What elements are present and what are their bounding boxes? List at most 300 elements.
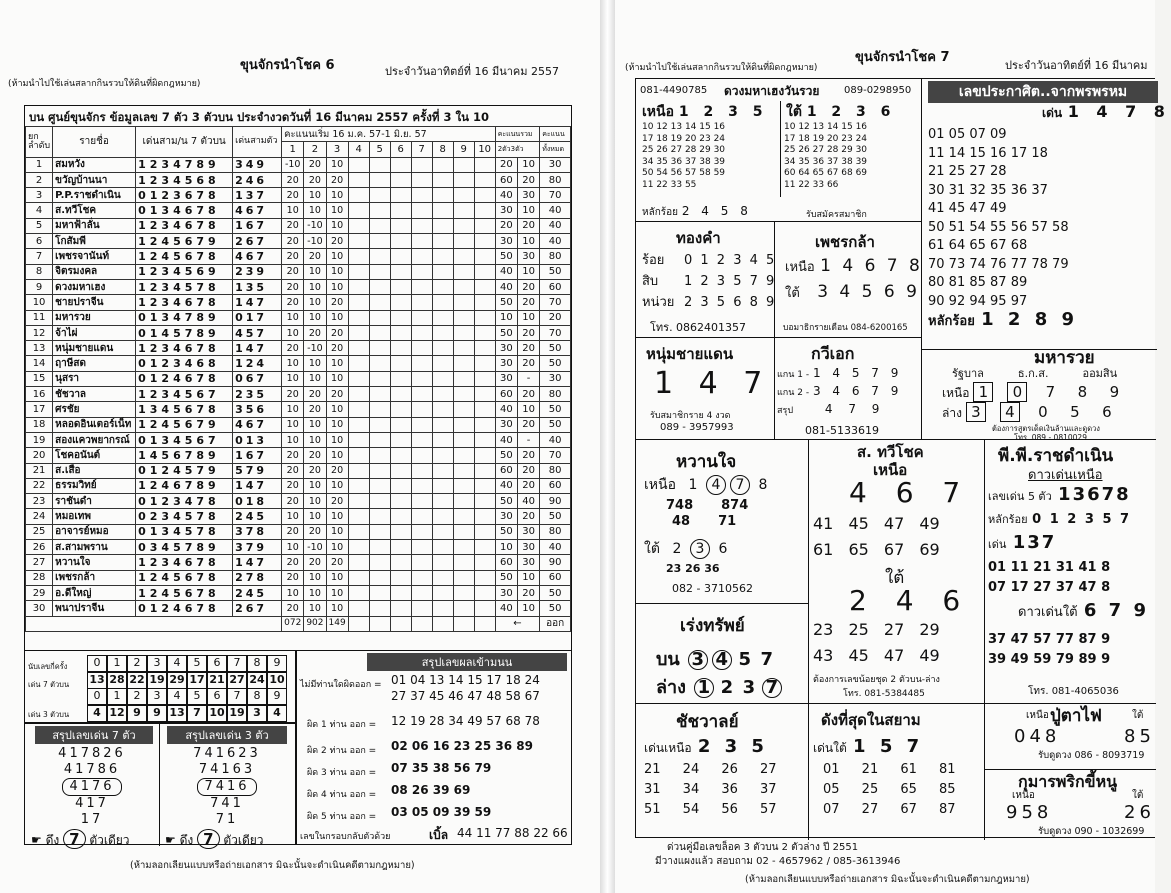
score-cell <box>432 203 453 218</box>
name-cell: ส.เสือ <box>53 463 136 478</box>
pp-rows-1: 01 11 21 31 41 8 07 17 27 37 47 8 <box>988 560 1111 595</box>
pukfai-south: 85 <box>1124 726 1155 747</box>
score-cell <box>453 555 474 570</box>
score-cell <box>411 234 432 249</box>
score-cell <box>348 570 369 585</box>
score-cell <box>453 218 474 233</box>
name-cell: อาจารย์หมอ <box>53 524 136 539</box>
score-cell <box>369 570 390 585</box>
score-col-num: 2 <box>304 142 326 157</box>
count-value: 4 <box>267 705 287 722</box>
miss-label: ไม่มีท่านใดผิดออก = <box>300 680 382 690</box>
score-cell: 10 <box>326 279 348 294</box>
score-cell <box>432 157 453 172</box>
score-cell: 20 <box>282 463 304 478</box>
score-cell: 20 <box>282 570 304 585</box>
score-cell <box>390 157 411 172</box>
total-cell: 40 <box>495 279 517 294</box>
total-cell: 50 <box>540 601 571 616</box>
name-cell: ราชันดำ <box>53 494 136 509</box>
hand-icon: ☛ <box>165 833 176 847</box>
name-cell: พนาปราจีน <box>53 601 136 616</box>
score-cell <box>432 463 453 478</box>
score-cell <box>453 356 474 371</box>
score-cell <box>474 601 495 616</box>
score-cell <box>411 494 432 509</box>
score-cell <box>453 494 474 509</box>
score-cell <box>432 234 453 249</box>
seven-digit-cell: 0124579 <box>136 463 233 478</box>
score-cell <box>348 387 369 402</box>
total-cell: 40 <box>495 402 517 417</box>
score-cell <box>411 325 432 340</box>
score-cell <box>390 279 411 294</box>
score-cell: -10 <box>282 157 304 172</box>
digit: 0 <box>1007 382 1027 402</box>
gold-row <box>642 250 776 271</box>
score-cell <box>474 540 495 555</box>
section-duang <box>636 79 921 221</box>
score-cell: 20 <box>282 188 304 203</box>
table-row <box>26 509 571 524</box>
col-7-header: เด่นสาม/น 7 ตัวบน <box>136 127 233 158</box>
pp-hundreds: หลักร้อย 0 1 2 3 5 7 <box>988 512 1132 527</box>
score-cell <box>474 417 495 432</box>
score-cell <box>390 509 411 524</box>
digit: 3 <box>690 539 710 559</box>
total-cell: 10 <box>517 402 539 417</box>
name-cell: โกสัมพี <box>53 234 136 249</box>
number-row: 01 05 07 09 <box>928 127 1007 142</box>
score-cell <box>432 494 453 509</box>
score-cell <box>474 203 495 218</box>
score-cell <box>411 478 432 493</box>
triangle-row: 17 <box>80 812 104 827</box>
gold-row-nums: 2 3 5 6 8 9 <box>684 295 777 310</box>
total-cell: 50 <box>540 356 571 371</box>
dang-rows <box>823 760 956 820</box>
score-table <box>25 126 571 632</box>
name-cell: จิตรมงคล <box>53 264 136 279</box>
table-row <box>26 387 571 402</box>
kumarn-north-label: เหนือ <box>1012 790 1035 801</box>
total-cell: 90 <box>540 555 571 570</box>
total-cell: 10 <box>495 310 517 325</box>
score-cell <box>390 402 411 417</box>
score-cell <box>369 234 390 249</box>
score-cell: 20 <box>326 387 348 402</box>
score-cell <box>474 585 495 600</box>
score-cell: 20 <box>326 234 348 249</box>
score-cell <box>411 341 432 356</box>
score-cell <box>432 310 453 325</box>
seven-digit-cell: 0124678 <box>136 371 233 386</box>
score-cell <box>369 371 390 386</box>
score-cell <box>453 417 474 432</box>
score-col-num: 1 <box>282 142 304 157</box>
total-cell: 30 <box>495 585 517 600</box>
rank-cell: 28 <box>26 570 53 585</box>
blank-cell <box>411 616 432 631</box>
rank-cell: 20 <box>26 448 53 463</box>
table-row <box>26 417 571 432</box>
number-row: 70 73 74 76 77 78 79 <box>928 256 1069 272</box>
score-cell <box>369 555 390 570</box>
score-cell <box>432 264 453 279</box>
total-cell: 90 <box>540 494 571 509</box>
seven-digit-cell: 1234678 <box>136 218 233 233</box>
score-cell: 10 <box>326 570 348 585</box>
score-cell: 10 <box>304 432 326 447</box>
miss-nums-1: 01 04 13 14 15 17 18 24 <box>391 673 540 687</box>
section-pp <box>984 439 1156 704</box>
score-cell <box>453 264 474 279</box>
total-cell: 70 <box>540 295 571 310</box>
digit: 1 <box>694 678 714 698</box>
three-digit-cell: 467 <box>233 249 282 264</box>
banner-title: เลขประกาศิต..จากพรพรหม <box>928 81 1158 103</box>
score-cell <box>348 555 369 570</box>
total-cell: 50 <box>540 341 571 356</box>
total-cell: 20 <box>517 325 539 340</box>
kumarn-north: 958 <box>1006 802 1053 823</box>
kawee-title: กวีเอก <box>811 344 855 363</box>
score-cell <box>390 494 411 509</box>
count-section <box>24 651 296 723</box>
score-cell: 10 <box>326 417 348 432</box>
total-cell: 50 <box>495 249 517 264</box>
count-value: 10 <box>267 672 287 689</box>
score-cell <box>474 371 495 386</box>
triangle-3 <box>160 746 294 828</box>
total-cell: 60 <box>495 172 517 187</box>
total-sum-cell: 072 <box>282 616 304 631</box>
col-sub1: 2ตัว3ตัว <box>495 142 540 157</box>
south-label: ใต้ 1 2 3 6 <box>786 104 896 120</box>
count-digit: 2 <box>127 688 147 705</box>
score-cell: 20 <box>282 295 304 310</box>
score-cell <box>369 218 390 233</box>
score-cell <box>369 387 390 402</box>
score-cell <box>453 310 474 325</box>
score-cell: 20 <box>304 402 326 417</box>
score-cell <box>432 188 453 203</box>
number-row: 61 64 65 67 68 <box>928 238 1028 253</box>
count-digit: 1 <box>107 655 127 672</box>
total-cell: 30 <box>517 188 539 203</box>
score-cell: -10 <box>304 234 326 249</box>
total-cell: 30 <box>495 341 517 356</box>
score-cell: 10 <box>282 540 304 555</box>
score-cell: 10 <box>304 509 326 524</box>
score-cell <box>474 402 495 417</box>
three-digit-cell: 124 <box>233 356 282 371</box>
tawee-south: 2 4 6 <box>849 584 971 617</box>
row-label: เหนือ <box>942 386 970 400</box>
score-cell <box>474 570 495 585</box>
three-digit-cell: 457 <box>233 325 282 340</box>
count-digit: 7 <box>227 688 247 705</box>
page-gutter <box>600 0 615 893</box>
count-digit: 3 <box>147 655 167 672</box>
score-cell: 20 <box>282 218 304 233</box>
south-grid <box>784 122 919 191</box>
pp-south: ดาวเด่นใต้ 6 7 9 <box>1018 600 1149 621</box>
banner-hundreds: หลักร้อย 1 2 8 9 <box>928 309 1079 330</box>
score-cell: 20 <box>282 249 304 264</box>
number-row: 50 51 54 55 56 57 58 <box>928 219 1069 235</box>
score-cell <box>369 494 390 509</box>
member-label: รับสมัครสมาชิก <box>806 210 867 220</box>
name-cell: ชายปราจีน <box>53 295 136 310</box>
score-cell: 20 <box>326 463 348 478</box>
score-cell <box>432 341 453 356</box>
score-cell: 20 <box>304 555 326 570</box>
score-cell: 20 <box>282 234 304 249</box>
score-cell <box>411 509 432 524</box>
score-cell <box>453 432 474 447</box>
err1-nums: 12 19 28 34 49 57 68 78 <box>391 714 540 728</box>
score-cell <box>348 494 369 509</box>
score-cell <box>369 295 390 310</box>
total-cell: 20 <box>517 509 539 524</box>
score-cell <box>348 295 369 310</box>
seven-digit-cell: 0345789 <box>136 540 233 555</box>
score-cell <box>453 570 474 585</box>
score-cell <box>453 295 474 310</box>
three-digit-cell: 135 <box>233 279 282 294</box>
score-cell <box>474 325 495 340</box>
final-digit-3: 7 <box>197 829 219 849</box>
score-cell: 20 <box>304 524 326 539</box>
score-col-num: 10 <box>474 142 495 157</box>
hand-icon: ☛ <box>31 833 42 847</box>
diamond-title: เพชรกล้า <box>815 233 875 251</box>
score-cell: 20 <box>304 249 326 264</box>
rank-cell: 15 <box>26 371 53 386</box>
row-label: บน <box>656 649 680 670</box>
digit: 7 <box>730 475 750 495</box>
score-cell <box>411 570 432 585</box>
number-row: 21 25 27 28 <box>928 164 1007 179</box>
score-cell: 10 <box>326 478 348 493</box>
dang-lead: เด่นใต้ 1 5 7 <box>813 736 924 757</box>
section-chat <box>636 703 809 840</box>
number-row: 41 45 47 49 <box>928 201 1007 216</box>
table-heading: บน ศูนย์ขุนจักร ข้อมูลเลข 7 ตัว 3 ตัวบน ประจำงวดวันที่ 16 มีนาคม 2557 ครั้งที่ 3 ใน 10 <box>29 110 489 124</box>
score-cell: 20 <box>304 387 326 402</box>
kumarn-south: 26 <box>1124 802 1155 823</box>
brand-title: ดวงมหาเฮงวันรวย <box>724 84 820 98</box>
three-digit-cell: 067 <box>233 371 282 386</box>
score-cell <box>453 463 474 478</box>
final-prefix: ดึง <box>45 833 60 847</box>
score-cell <box>432 509 453 524</box>
score-cell: 10 <box>326 203 348 218</box>
maharuay-south <box>942 402 1130 423</box>
wanjai-pairs-2: 48 71 <box>672 514 737 529</box>
score-cell <box>411 555 432 570</box>
score-col-num: 9 <box>453 142 474 157</box>
maharuay-cols: รัฐบาล ธ.ก.ส. ออมสิน <box>952 367 1118 380</box>
score-cell <box>348 448 369 463</box>
seven-digit-cell: 1234567 <box>136 387 233 402</box>
three-digit-cell: 246 <box>233 172 282 187</box>
rank-cell: 27 <box>26 555 53 570</box>
table-row <box>26 279 571 294</box>
score-cell <box>390 325 411 340</box>
seven-digit-cell: 1456789 <box>136 448 233 463</box>
blank-cell <box>453 616 474 631</box>
score-cell <box>432 524 453 539</box>
three-digit-cell: 013 <box>233 432 282 447</box>
score-cell <box>411 157 432 172</box>
rank-cell: 3 <box>26 188 53 203</box>
pp-rows-2: 37 47 57 77 87 9 39 49 59 79 89 9 <box>988 632 1111 667</box>
score-cell <box>453 188 474 203</box>
score-cell <box>411 356 432 371</box>
total-cell: 30 <box>517 540 539 555</box>
score-cell: 20 <box>282 478 304 493</box>
total-cell: 30 <box>517 249 539 264</box>
triangle-row: 74163 <box>198 762 256 777</box>
score-cell: 10 <box>326 356 348 371</box>
score-col-num: 8 <box>432 142 453 157</box>
total-cell: 40 <box>540 540 571 555</box>
score-cell <box>432 432 453 447</box>
total-cell: 20 <box>540 310 571 325</box>
score-cell <box>453 172 474 187</box>
seven-digit-cell: 1345678 <box>136 402 233 417</box>
total-cell: 40 <box>540 218 571 233</box>
three-digit-cell: 356 <box>233 402 282 417</box>
three-digit-cell: 018 <box>233 494 282 509</box>
pp-lead5: เลขเด่น 5 ตัว 13678 <box>988 484 1131 505</box>
score-cell <box>369 203 390 218</box>
hnum-title: หนุ่มชายแดน <box>646 345 734 363</box>
score-cell <box>390 555 411 570</box>
rank-cell: 22 <box>26 478 53 493</box>
err3-nums: 07 35 38 56 79 <box>391 761 492 775</box>
kawee-phone: 081-5133619 <box>805 424 879 437</box>
err1-label: ผิด 1 ท่าน ออก = <box>307 720 377 730</box>
score-cell <box>453 387 474 402</box>
total-cell: 10 <box>517 310 539 325</box>
count-value: 19 <box>227 705 247 722</box>
total-cell: 20 <box>517 295 539 310</box>
digit: 0 <box>1038 403 1048 421</box>
tawee-title: ส. ทวีโชค <box>857 443 924 461</box>
rank-cell: 13 <box>26 341 53 356</box>
score-cell <box>348 509 369 524</box>
digit: 5 <box>738 649 751 670</box>
three-digit-cell: 579 <box>233 463 282 478</box>
score-cell <box>474 524 495 539</box>
score-cell: 10 <box>304 279 326 294</box>
score-cell <box>390 249 411 264</box>
seven-digit-cell: 0123478 <box>136 494 233 509</box>
count-digit: 4 <box>167 688 187 705</box>
score-cell <box>390 478 411 493</box>
banner-rows <box>928 126 1069 311</box>
score-cell <box>411 279 432 294</box>
total-cell: 40 <box>495 478 517 493</box>
col-sub2: ทั้งหมด <box>540 142 571 157</box>
pp-lead: เด่น 137 <box>988 532 1057 553</box>
table-row <box>26 295 571 310</box>
score-cell: 20 <box>282 279 304 294</box>
final-suffix: ตัวเดียว <box>89 833 130 847</box>
score-cell <box>390 264 411 279</box>
final-digit-7: 7 <box>63 829 85 849</box>
score-cell <box>369 157 390 172</box>
count-digit: 5 <box>187 688 207 705</box>
tawee-phone: โทร. 081-5384485 <box>843 689 925 699</box>
count-value: 9 <box>127 705 147 722</box>
triangle-row: 741623 <box>193 746 261 761</box>
score-cell: 10 <box>326 310 348 325</box>
count-label-1: นับเลขกี่ครั้ง <box>28 662 68 671</box>
score-cell <box>432 172 453 187</box>
total-cell: 60 <box>540 279 571 294</box>
score-cell <box>348 157 369 172</box>
score-cell <box>348 371 369 386</box>
score-cell: 10 <box>282 432 304 447</box>
three-digit-cell: 239 <box>233 264 282 279</box>
page-title-right: ขุนจักรนำโชค 7 <box>855 50 950 65</box>
wanjai-title: หวานใจ <box>676 452 737 472</box>
section-dang <box>809 703 985 840</box>
number-row: 51 54 56 57 <box>644 802 777 817</box>
total-cell: 30 <box>517 524 539 539</box>
three-digit-cell: 245 <box>233 585 282 600</box>
three-digit-cell: 235 <box>233 387 282 402</box>
gold-row <box>642 271 776 292</box>
score-cell <box>369 172 390 187</box>
name-cell: ดวงมหาเฮง <box>53 279 136 294</box>
table-row <box>26 203 571 218</box>
score-cell <box>411 310 432 325</box>
err4-label: ผิด 4 ท่าน ออก = <box>307 790 377 800</box>
three-digit-cell: 147 <box>233 478 282 493</box>
phone-2: 089-0298950 <box>844 85 912 96</box>
score-cell <box>453 157 474 172</box>
total-cell: 50 <box>495 570 517 585</box>
score-cell <box>348 524 369 539</box>
pp-sub: ดาวเด่นเหนือ <box>1028 468 1103 483</box>
number-row: 11 22 33 55 <box>642 179 697 190</box>
three-digit-cell: 349 <box>233 157 282 172</box>
hnum-note: รับสมาชิกราย 4 งวด <box>650 411 731 421</box>
count-value: 10 <box>207 705 227 722</box>
score-col-num: 7 <box>411 142 432 157</box>
digit: 1 <box>973 382 993 402</box>
score-cell <box>432 448 453 463</box>
count-digit: 6 <box>207 688 227 705</box>
score-cell <box>348 234 369 249</box>
seven-digit-cell: 1234568 <box>136 172 233 187</box>
total-cell: 30 <box>495 509 517 524</box>
gold-row <box>642 292 776 313</box>
section-wanjai <box>636 439 809 604</box>
score-cell: 10 <box>304 310 326 325</box>
score-cell: 10 <box>304 188 326 203</box>
name-cell: เพชรกล้า <box>53 570 136 585</box>
three-digit-cell: 467 <box>233 203 282 218</box>
count-value: 17 <box>187 672 207 689</box>
digit: 7 <box>760 649 773 670</box>
score-cell <box>348 218 369 233</box>
